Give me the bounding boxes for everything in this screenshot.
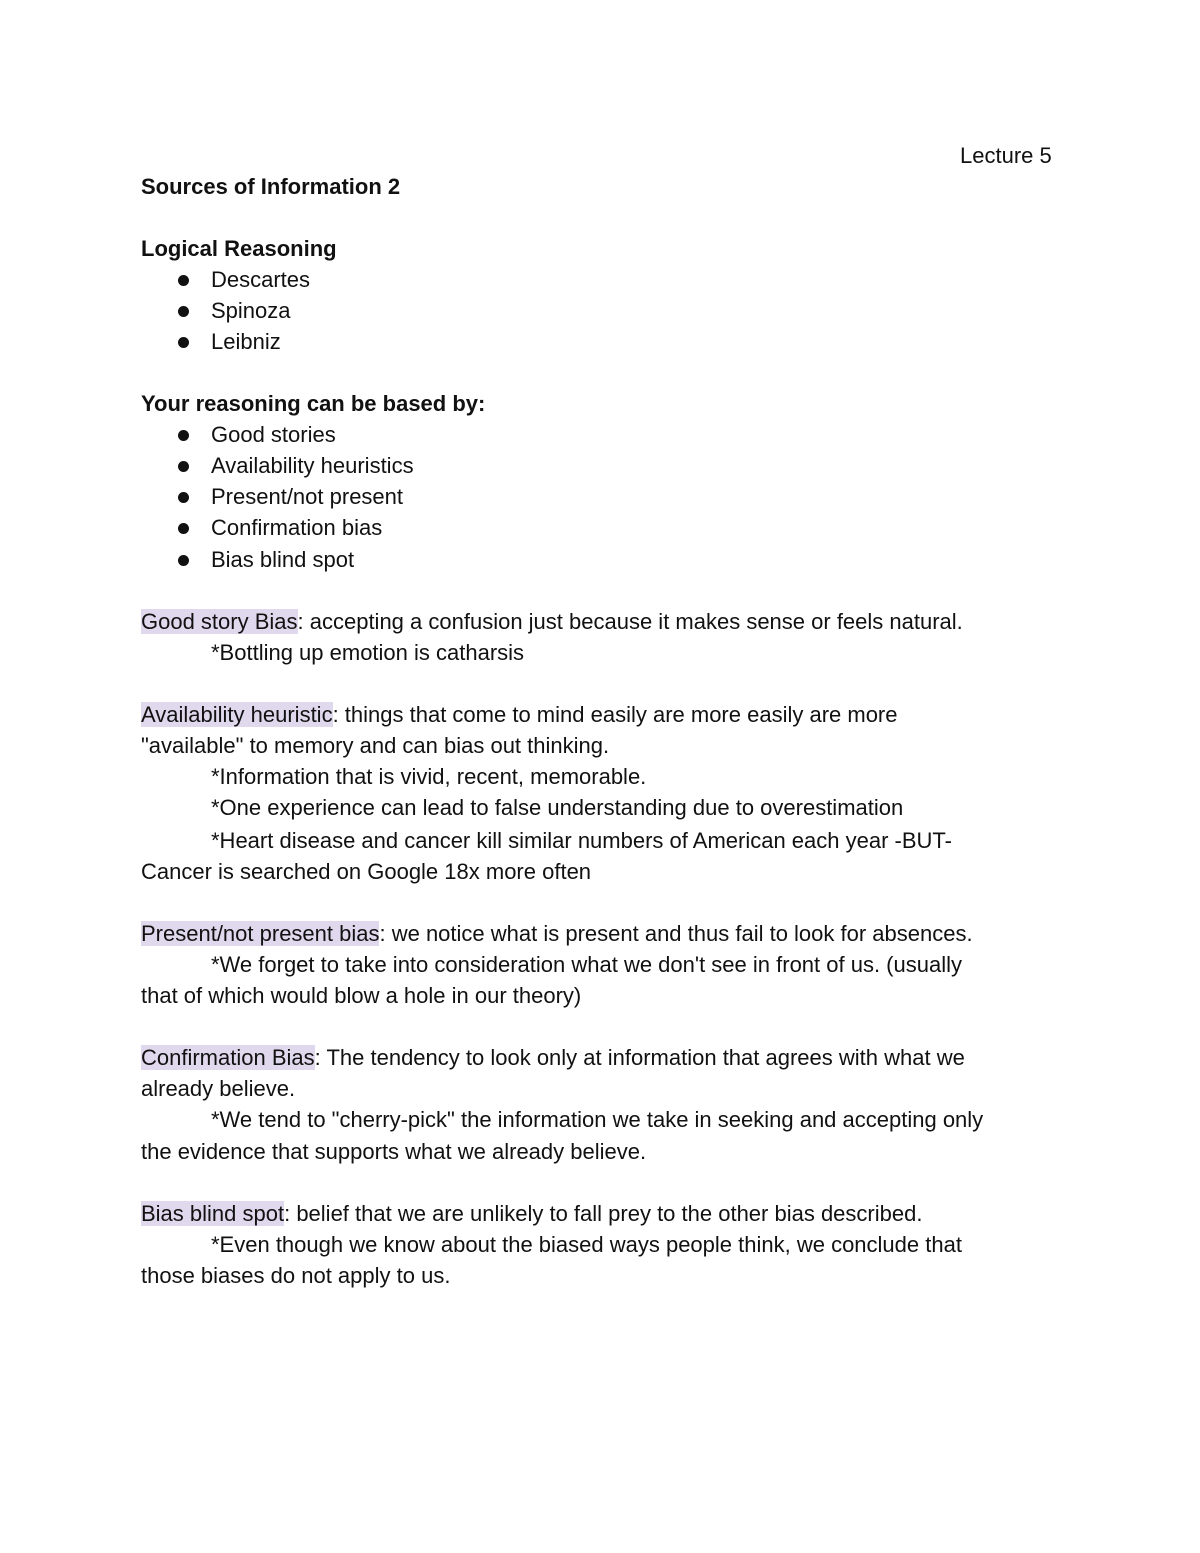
bullet-icon (178, 275, 189, 286)
present-definition (141, 918, 973, 949)
bullet-icon (178, 555, 189, 566)
example-note: *Heart disease and cancer kill similar numbers of American each year -BUT- (211, 828, 952, 853)
highlighted-term: Present/not present bias (141, 921, 380, 946)
list-item: Spinoza (211, 298, 291, 323)
highlighted-term: Availability heuristic (141, 702, 333, 727)
example-note-continuation: that of which would blow a hole in our theory) (141, 983, 582, 1008)
highlighted-term: Good story Bias (141, 609, 298, 634)
definition-text: : we notice what is present and thus fail to look for absences. (379, 921, 973, 946)
list-item: Leibniz (211, 329, 281, 354)
example-note: *Information that is vivid, recent, memorable. (211, 764, 647, 789)
example-note: *We tend to "cherry-pick" the information we take in seeking and accepting only (211, 1107, 984, 1132)
example-note: *One experience can lead to false understanding due to overestimation (211, 795, 904, 820)
list-item: Availability heuristics (211, 453, 414, 478)
bullet-icon (178, 306, 189, 317)
bullet-icon (178, 430, 189, 441)
list-item: Descartes (211, 267, 311, 292)
confirmation-definition (141, 1042, 965, 1073)
bullet-icon (178, 523, 189, 534)
example-note-continuation: those biases do not apply to us. (141, 1263, 451, 1288)
bullet-icon (178, 337, 189, 348)
list-item: Bias blind spot (211, 547, 355, 572)
definition-text: : things that come to mind easily are more easily are more (332, 702, 898, 727)
example-note: *We forget to take into consideration what we don't see in front of us. (usually (211, 952, 962, 977)
list-item: Confirmation bias (211, 515, 383, 540)
lecture-number: Lecture 5 (960, 143, 1052, 168)
example-note: *Even though we know about the biased ways people think, we conclude that (211, 1232, 962, 1257)
definition-text: : belief that we are unlikely to fall prey to the other bias described. (284, 1201, 923, 1226)
blind-spot-definition (141, 1198, 922, 1229)
example-note-continuation: Cancer is searched on Google 18x more often (141, 859, 592, 884)
list-item: Good stories (211, 422, 336, 447)
definition-text: : The tendency to look only at information that agrees with what we (314, 1045, 965, 1070)
logical-heading: Logical Reasoning (141, 236, 337, 261)
bullet-icon (178, 492, 189, 503)
page-title: Sources of Information 2 (141, 174, 401, 199)
highlighted-term: Confirmation Bias (141, 1045, 315, 1070)
definition-continuation: already believe. (141, 1076, 296, 1101)
reasoning-heading: Your reasoning can be based by: (141, 391, 486, 416)
example-note-continuation: the evidence that supports what we already believe. (141, 1139, 647, 1164)
bullet-icon (178, 461, 189, 472)
definition-text: : accepting a confusion just because it makes sense or feels natural. (297, 609, 963, 634)
definition-continuation: "available" to memory and can bias out thinking. (141, 733, 610, 758)
highlighted-term: Bias blind spot (141, 1201, 285, 1226)
list-item: Present/not present (211, 484, 404, 509)
example-note: *Bottling up emotion is catharsis (211, 640, 525, 665)
availability-definition (141, 699, 898, 730)
good-story-definition (141, 606, 963, 637)
